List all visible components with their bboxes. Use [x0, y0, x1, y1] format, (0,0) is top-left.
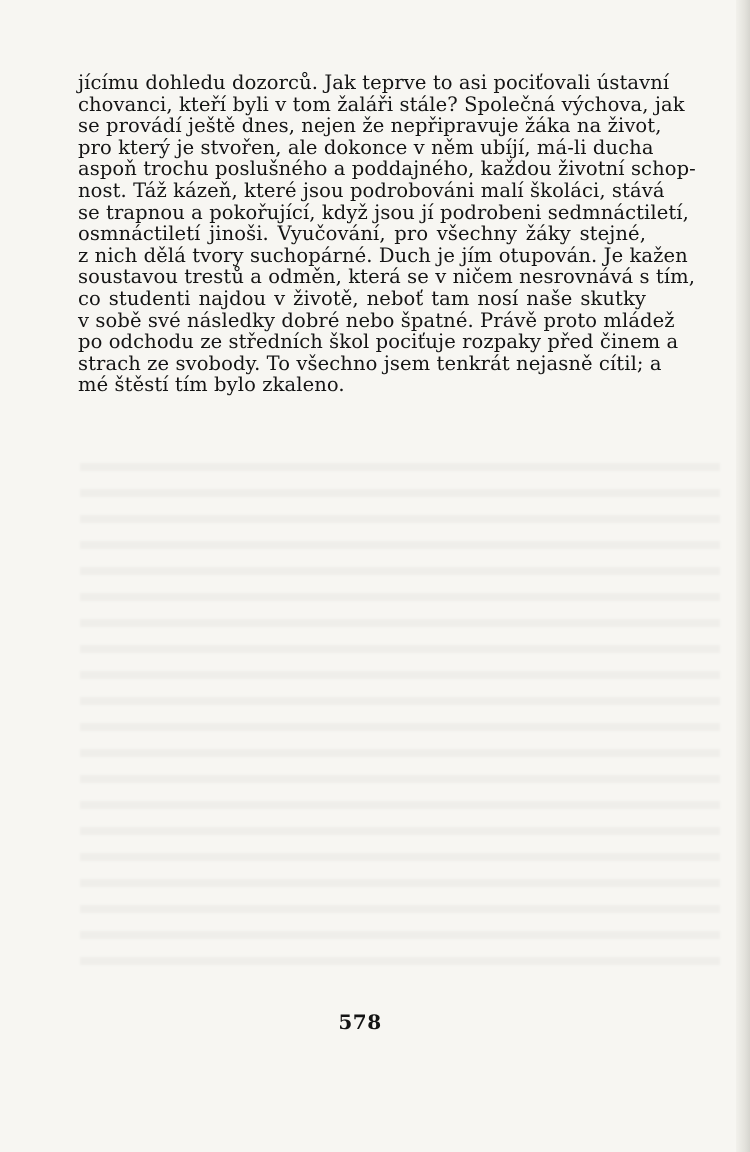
text-line-2: chovanci, kteří byli v tom žaláři stále? Společná výchova, jak	[78, 92, 685, 116]
text-line-6: nost. Táž kázeň, které jsou podrobováni malí školáci, stává	[78, 178, 665, 202]
page-number: 578	[338, 1010, 382, 1034]
text-line-13: po odchodu ze středních škol pociťuje rozpaky před činem a	[78, 330, 679, 354]
text-line-10: soustavou trestů a odměn, která se v ničem nesrovnává s tím,	[78, 265, 696, 289]
text-line-11: co studenti najdou v životě, neboť tam nosí naše skutky	[78, 286, 646, 310]
show-through-background	[80, 445, 720, 965]
text-line-12: v sobě své následky dobré nebo špatné. Právě proto mládež	[78, 308, 675, 332]
text-line-15: mé štěstí tím bylo zkaleno.	[78, 373, 345, 397]
text-line-3: se provádí ještě dnes, nejen že nepřipravuje žáka na život,	[78, 114, 662, 138]
body-text	[78, 71, 696, 397]
text-line-9: z nich dělá tvory suchopárné. Duch je jím otupován. Je kažen	[78, 243, 688, 267]
text-line-14: strach ze svobody. To všechno jsem tenkrát nejasně cítil; a	[78, 351, 662, 375]
text-line-1: jícímu dohledu dozorců. Jak teprve to asi pociťovali ústavní	[78, 71, 670, 94]
text-line-5: aspoň trochu poslušného a poddajného, každou životní schop-	[78, 157, 696, 181]
text-line-7: se trapnou a pokořující, když jsou jí podrobeni sedmnáctiletí,	[78, 200, 689, 224]
text-line-4: pro který je stvořen, ale dokonce v něm ubíjí, má-li ducha	[78, 135, 654, 159]
page-edge-shadow	[736, 0, 750, 1152]
text-line-8: osmnáctiletí jinoši. Vyučování, pro všechny žáky stejné,	[78, 222, 646, 246]
